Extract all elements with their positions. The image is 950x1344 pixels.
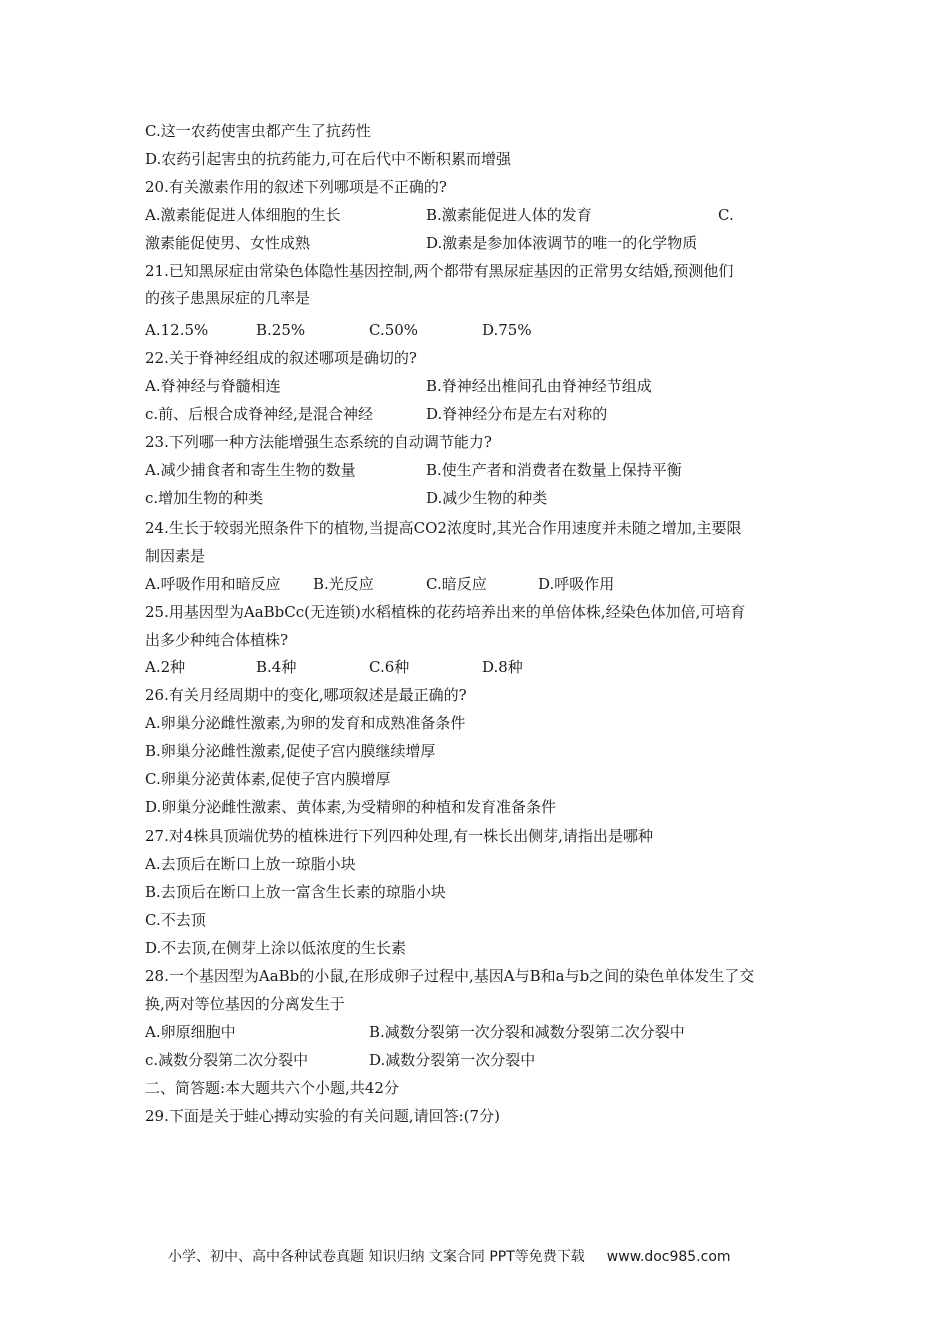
q22-option-d: D.脊神经分布是左右对称的 [426,405,608,423]
q28-question-cont: 换,两对等位基因的分离发生于 [145,995,345,1013]
q28-option-a: A.卵原细胞中 [145,1023,236,1041]
q23-option-a: A.减少捕食者和寄生生物的数量 [145,461,356,479]
q21-option-c: C.50% [369,321,419,339]
q29-question: 29.下面是关于蛙心搏动实验的有关问题,请回答:(7分) [145,1107,500,1125]
q21-option-d: D.75% [482,321,532,339]
q24-option-b: B.光反应 [313,575,374,593]
q22-option-a: A.脊神经与脊髓相连 [145,377,281,395]
q20-option-c-label: C. [718,206,734,224]
q28-option-d: D.减数分裂第一次分裂中 [369,1051,536,1069]
q21-option-b: B.25% [256,321,306,339]
q24-option-c: C.暗反应 [426,575,487,593]
q25-question-cont: 出多少种纯合体植株? [145,631,289,649]
q23-option-d: D.减少生物的种类 [426,489,548,507]
q25-option-d: D.8种 [482,658,523,676]
q22-question: 22.关于脊神经组成的叙述哪项是确切的? [145,349,417,367]
q21-option-a: A.12.5% [145,321,209,339]
q27-option-c: C.不去顶 [145,911,206,929]
q28-question: 28.一个基因型为AaBb的小鼠,在形成卵子过程中,基因A与B和a与b之间的染色单体发生了交 [145,967,755,985]
q26-question: 26.有关月经周期中的变化,哪项叙述是最正确的? [145,686,467,704]
q24-option-a: A.呼吸作用和暗反应 [145,575,281,593]
q28-option-c: c.减数分裂第二次分裂中 [145,1051,309,1069]
q24-question: 24.生长于较弱光照条件下的植物,当提高CO2浓度时,其光合作用速度并未随之增加,主要限 [145,519,742,537]
q20-option-a: A.激素能促进人体细胞的生长 [145,206,341,224]
q20-question: 20.有关激素作用的叙述下列哪项是不正确的? [145,178,447,196]
q27-option-a: A.去顶后在断口上放一琼脂小块 [145,855,356,873]
q19-option-c: C.这一农药使害虫都产生了抗药性 [145,122,371,140]
q22-option-c: c.前、后根合成脊神经,是混合神经 [145,405,373,423]
q28-option-b: B.减数分裂第一次分裂和减数分裂第二次分裂中 [369,1023,685,1041]
footer-url[interactable]: www.doc985.com [606,1249,731,1265]
page-footer [168,1247,731,1267]
section-heading: 二、简答题:本大题共六个小题,共42分 [145,1079,399,1097]
q25-option-c: C.6种 [369,658,410,676]
q21-question-cont: 的孩子患黑尿症的几率是 [145,289,311,307]
q19-option-d: D.农药引起害虫的抗药能力,可在后代中不断积累而增强 [145,150,512,168]
q25-option-b: B.4种 [256,658,297,676]
q27-question: 27.对4株具顶端优势的植株进行下列四种处理,有一株长出侧芽,请指出是哪种 [145,827,653,845]
q26-option-a: A.卵巢分泌雌性激素,为卵的发育和成熟准备条件 [145,714,466,732]
q20-option-d: D.激素是参加体液调节的唯一的化学物质 [426,234,698,252]
q25-option-a: A.2种 [145,658,186,676]
q26-option-c: C.卵巢分泌黄体素,促使子宫内膜增厚 [145,770,391,788]
q21-question: 21.已知黑尿症由常染色体隐性基因控制,两个都带有黑尿症基因的正常男女结婚,预测他们 [145,262,734,280]
q20-option-b: B.激素能促进人体的发育 [426,206,592,224]
q27-option-b: B.去顶后在断口上放一富含生长素的琼脂小块 [145,883,446,901]
q25-question: 25.用基因型为AaBbCc(无连锁)水稻植株的花药培养出来的单倍体株,经染色体加倍,可培育 [145,603,746,621]
footer-text: 小学、初中、高中各种试卷真题 知识归纳 文案合同 PPT等免费下载 [168,1249,585,1265]
q23-option-c: c.增加生物的种类 [145,489,264,507]
q24-option-d: D.呼吸作用 [538,575,615,593]
q27-option-d: D.不去顶,在侧芽上涂以低浓度的生长素 [145,939,407,957]
q26-option-b: B.卵巢分泌雌性激素,促使子宫内膜继续增厚 [145,742,436,760]
q26-option-d: D.卵巢分泌雌性激素、黄体素,为受精卵的种植和发育准备条件 [145,798,557,816]
q20-option-c-text: 激素能促使男、女性成熟 [145,234,311,252]
q23-question: 23.下列哪一种方法能增强生态系统的自动调节能力? [145,433,492,451]
q22-option-b: B.脊神经出椎间孔由脊神经节组成 [426,377,652,395]
q23-option-b: B.使生产者和消费者在数量上保持平衡 [426,461,682,479]
q24-question-cont: 制因素是 [145,547,206,565]
